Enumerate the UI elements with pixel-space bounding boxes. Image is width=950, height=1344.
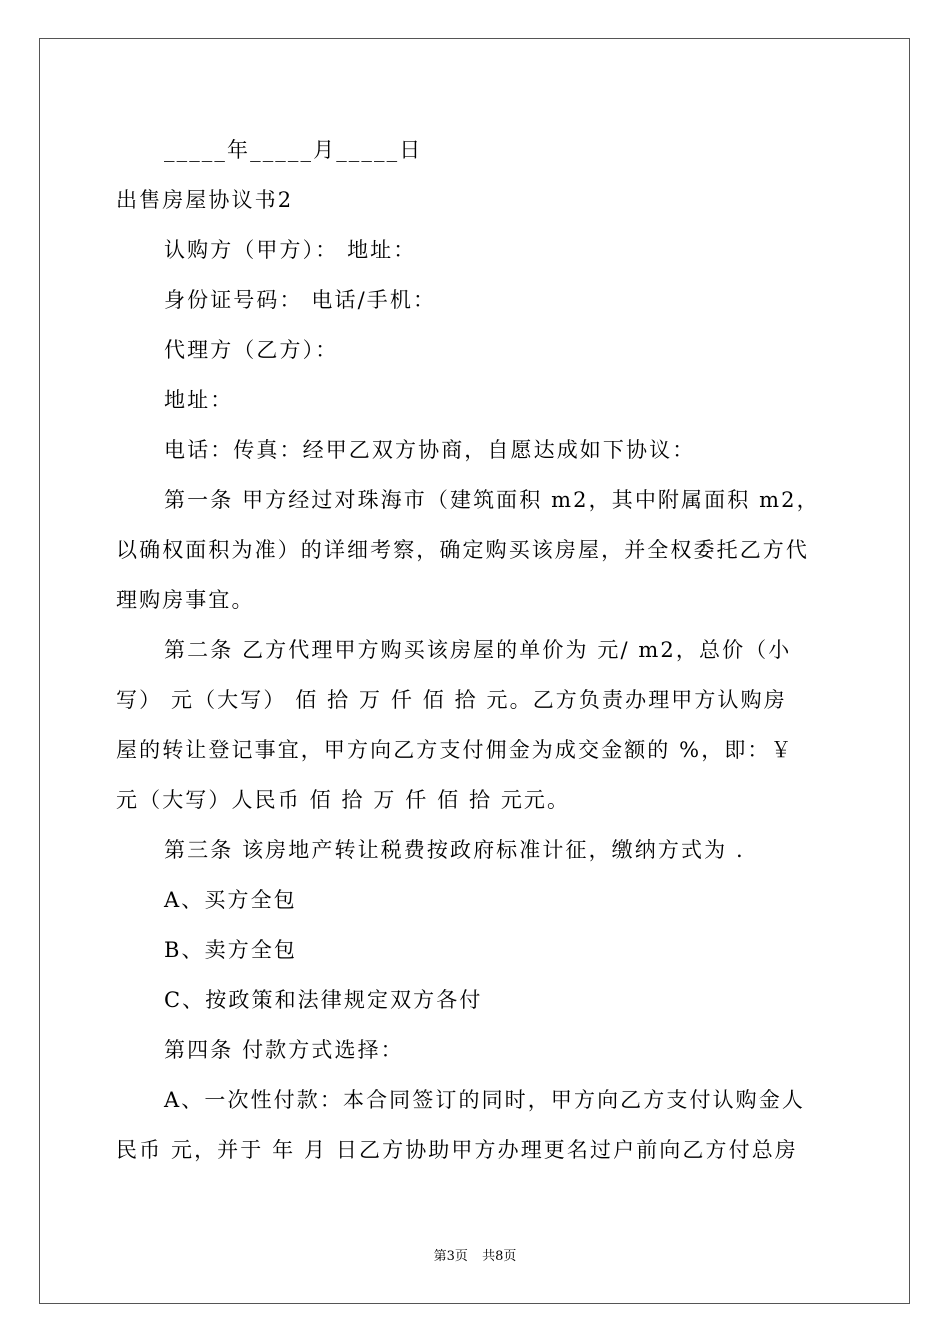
article-1-line-3: 理购房事宜。 (116, 588, 255, 612)
page-number: 第3页 (433, 1249, 468, 1264)
article-2-line-2: 写） 元（大写） 佰 拾 万 仟 佰 拾 元。乙方负责办理甲方认购房 (116, 688, 787, 712)
document-title: 出售房屋协议书2 (116, 188, 294, 212)
article-3-line: 第三条 该房地产转让税费按政府标准计征，缴纳方式为 . (164, 838, 745, 862)
option-b-line: B、卖方全包 (164, 938, 298, 962)
article-1-line-1: 第一条 甲方经过对珠海市（建筑面积 m2，其中附属面积 m2， (164, 488, 820, 512)
article-1-line-2: 以确权面积为准）的详细考察，确定购买该房屋，并全权委托乙方代 (116, 538, 809, 562)
article-2-line-1: 第二条 乙方代理甲方购买该房屋的单价为 元/ m2，总价（小 (164, 638, 792, 662)
agent-line: 代理方（乙方）： (164, 338, 339, 362)
article-4-line: 第四条 付款方式选择： (164, 1038, 404, 1062)
id-phone-line: 身份证号码： 电话/手机： (164, 288, 437, 312)
page-border (39, 38, 910, 1304)
page-total: 共8页 (482, 1249, 517, 1264)
payment-a-line-2: 民币 元，并于 年 月 日乙方协助甲方办理更名过户前向乙方付总房 (116, 1138, 798, 1162)
option-a-line: A、买方全包 (164, 888, 297, 912)
date-line: _____年_____月_____日 (164, 138, 423, 162)
option-c-line: C、按政策和法律规定双方各付 (164, 988, 483, 1012)
buyer-info-line: 认购方（甲方）： 地址： (164, 238, 417, 262)
contact-line: 电话：传真：经甲乙双方协商，自愿达成如下协议： (164, 438, 696, 462)
article-2-line-3: 屋的转让登记事宜，甲方向乙方支付佣金为成交金额的 %，即：￥ (116, 738, 794, 762)
address-line: 地址： (164, 388, 234, 412)
article-2-line-4: 元（大写）人民币 佰 拾 万 仟 佰 拾 元元。 (116, 788, 571, 812)
payment-a-line-1: A、一次性付款：本合同签订的同时，甲方向乙方支付认购金人 (164, 1088, 805, 1112)
page-footer (0, 1250, 950, 1263)
